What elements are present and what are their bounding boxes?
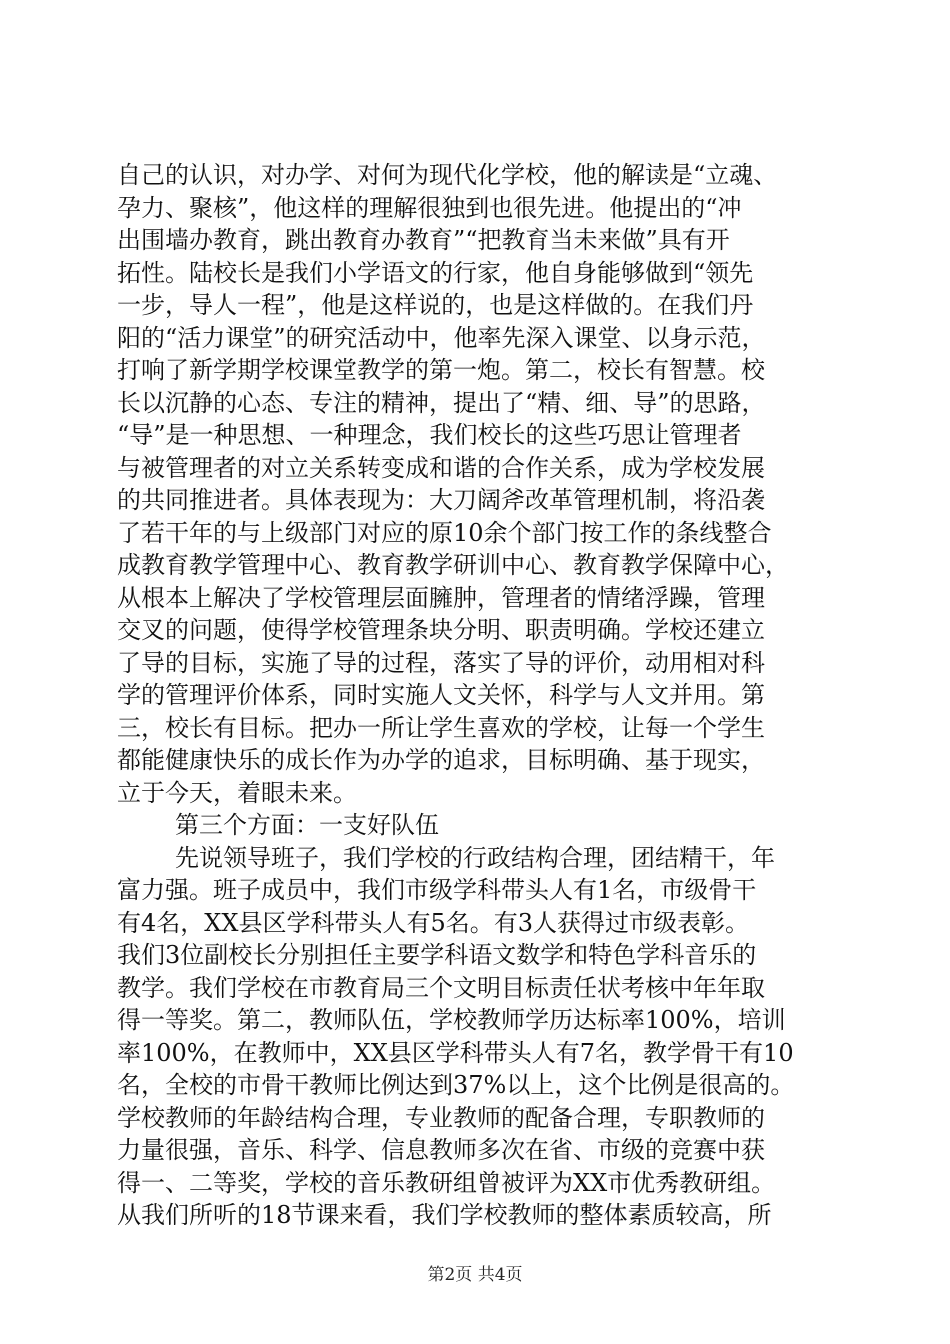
- text-line: 长以沉静的心态、专注的精神，提出了“精、细、导”的思路，: [117, 388, 766, 417]
- text-line: 一步，导人一程”，他是这样说的，也是这样做的。在我们丹: [117, 291, 754, 319]
- text-line: 交叉的问题，使得学校管理条块分明、职责明确。学校还建立: [117, 616, 765, 644]
- text-line: 得一等奖。第二，教师队伍，学校教师学历达标率100%，培训: [117, 1006, 786, 1034]
- text-line: 从我们所听的18节课来看，我们学校教师的整体素质较高，所: [117, 1201, 772, 1229]
- text-line: 都能健康快乐的成长作为办学的追求，目标明确、基于现实，: [117, 746, 765, 774]
- text-line: 出围墙办教育，跳出教育办教育”“把教育当未来做”具有开: [117, 226, 730, 254]
- text-line: 先说领导班子，我们学校的行政结构合理，团结精干，年: [175, 843, 775, 872]
- text-line: 打响了新学期学校课堂教学的第一炮。第二，校长有智慧。校: [117, 356, 765, 384]
- text-line: 力量很强，音乐、科学、信息教师多次在省、市级的竞赛中获: [117, 1136, 765, 1164]
- text-line: 有4名，XX县区学科带头人有5名。有3人获得过市级表彰。: [117, 908, 749, 937]
- text-line: 学的管理评价体系，同时实施人文关怀，科学与人文并用。第: [117, 681, 765, 709]
- text-line: 名，全校的市骨干教师比例达到37%以上，这个比例是很高的。: [117, 1071, 795, 1099]
- text-line: 学校教师的年龄结构合理，专业教师的配备合理，专职教师的: [117, 1103, 765, 1132]
- text-line: 从根本上解决了学校管理层面臃肿，管理者的情绪浮躁，管理: [117, 583, 765, 612]
- text-line: 成教育教学管理中心、教育教学研训中心、教育教学保障中心，: [117, 551, 789, 579]
- text-line: 孕力、聚核”，他这样的理解很独到也很先进。他提出的“冲: [117, 193, 742, 222]
- text-line: 教学。我们学校在市教育局三个文明目标责任状考核中年年取: [117, 973, 765, 1002]
- text-line: 自己的认识，对办学、对何为现代化学校，他的解读是“立魂、: [117, 161, 778, 189]
- text-line: 与被管理者的对立关系转变成和谐的合作关系，成为学校发展: [117, 453, 765, 482]
- text-line: 的共同推进者。具体表现为：大刀阔斧改革管理机制，将沿袭: [117, 486, 765, 514]
- text-line: 拓性。陆校长是我们小学语文的行家，他自身能够做到“领先: [117, 258, 754, 287]
- text-line: 立于今天，着眼未来。: [117, 778, 357, 807]
- text-line: 了导的目标，实施了导的过程，落实了导的评价，动用相对科: [117, 648, 765, 677]
- text-line: 阳的“活力课堂”的研究活动中，他率先深入课堂、以身示范，: [117, 323, 766, 352]
- text-line: 率100%，在教师中，XX县区学科带头人有7名，教学骨干有10: [117, 1038, 794, 1067]
- text-line: 富力强。班子成员中，我们市级学科带头人有1名，市级骨干: [117, 876, 757, 904]
- document-body: [117, 159, 837, 1232]
- text-line: 三，校长有目标。把办一所让学生喜欢的学校，让每一个学生: [117, 713, 765, 742]
- page-number-footer: 第2页 共4页: [427, 1265, 523, 1285]
- text-line: 得一、二等奖，学校的音乐教研组曾被评为XX市优秀教研组。: [117, 1168, 776, 1197]
- text-line: 我们3位副校长分别担任主要学科语文数学和特色学科音乐的: [117, 941, 757, 969]
- text-line: “导”是一种思想、一种理念，我们校长的这些巧思让管理者: [117, 421, 742, 449]
- section-heading: 第三个方面：一支好队伍: [175, 811, 439, 839]
- text-line: 了若干年的与上级部门对应的原10余个部门按工作的条线整合: [117, 518, 772, 547]
